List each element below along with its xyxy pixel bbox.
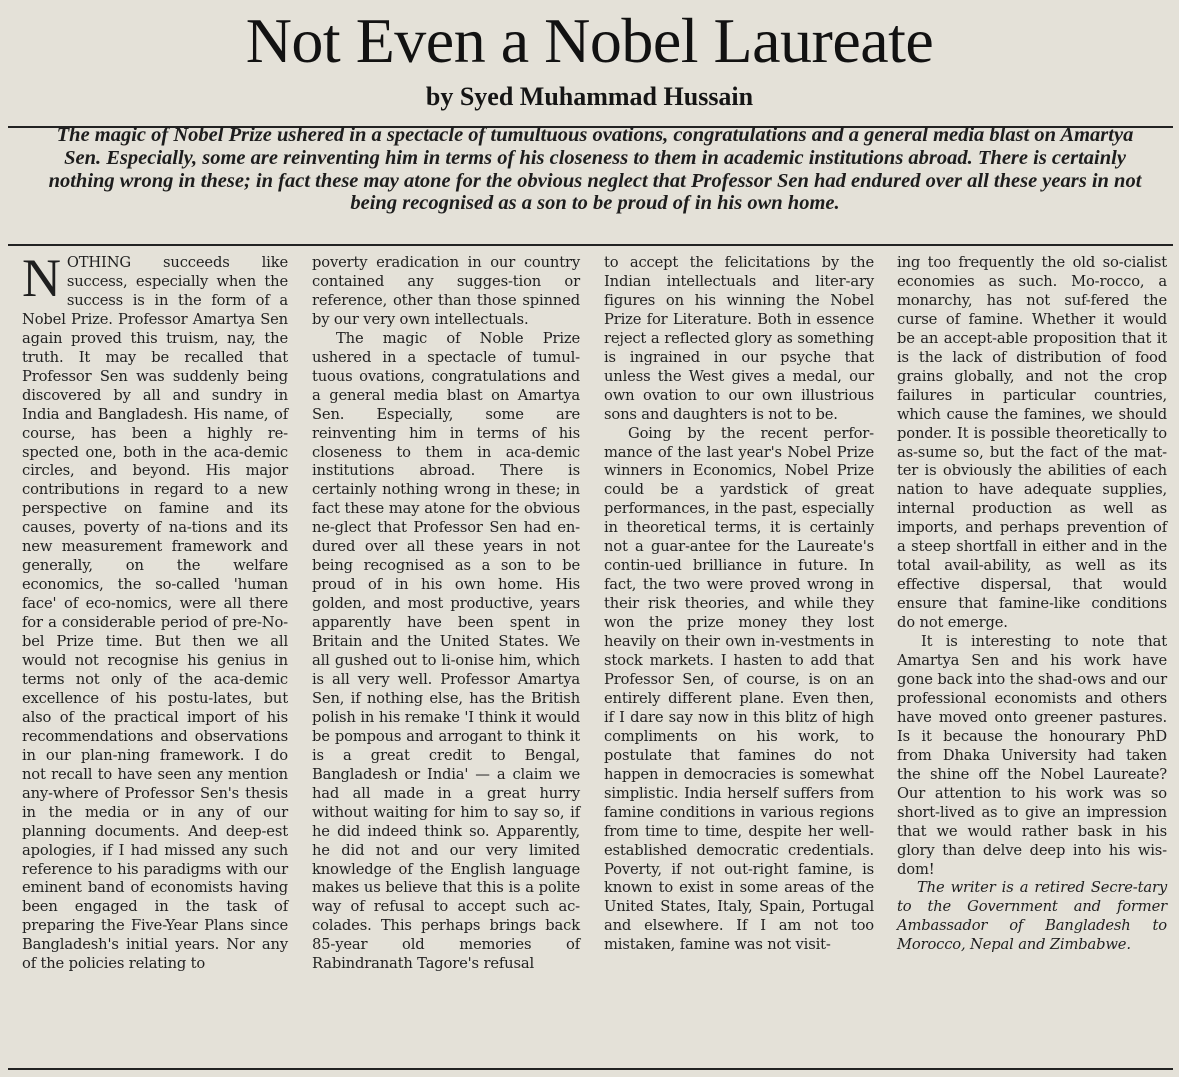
column-1 — [22, 248, 288, 974]
column-3-paragraph-2: Going by the recent perfor-mance of the last year's Nobel Prize winners in Economics, Nobel Prize could be a yardstick of great performances, in the past, especially in theoretical terms, it is certainly not a guar-antee for the Laureate's contin-ued brilliance in future. In fact, the two were proved wrong in their risk theories, and while they won the prize money they lost heavily on their own in-vestments in stock markets. I hasten to add that Professor Sen, of course, is on an entirely different plane. Even then, if I dare say now in this blitz of high compliments on his work, to postulate that famines do not happen in democracies is somewhat simplistic. India herself suffers from famine conditions in various regions from time to time, despite her well-established democratic credentials. Poverty, if not out-right famine, is known to exist in some areas of the United States, Italy, Spain, Portugal and elsewhere. If I am not too mistaken, famine was not visit- — [604, 424, 874, 954]
column-1-paragraph — [22, 248, 288, 974]
column-3-paragraph-1: to accept the felicitations by the Indian intellectuals and liter-ary figures on his winning the Nobel Prize for Literature. Both in essence reject a reflected glory as something is ingrained in our psyche that unless the West gives a medal, our own ovation to our own illustrious sons and daughters is not to be. — [604, 254, 874, 423]
column-3 — [604, 254, 874, 955]
article-deck: The magic of Nobel Prize ushered in a spectacle of tumultuous ovations, congratulations and a general media blast on Amartya Sen. Especially, some are reinventing him in terms of his closeness to them in academic institutions abroad. There is certainly nothing wrong in these; in fact these may atone for the obvious neglect that Professor Sen had endured over all these years in not being recognised as a son to be proud of in his own home. — [48, 124, 1142, 215]
column-2-paragraph-2: The magic of Noble Prize ushered in a spectacle of tumul-tuous ovations, congratulations and a general media blast on Amartya Sen. Especially, some are reinventing him in terms of his closeness to them in aca-demic institutions abroad. There is certainly nothing wrong in these; in fact these may atone for the obvious ne-glect that Professor Sen had en-dured over all these years in not being recognised as a son to be proud of in his own home. His golden, and most productive, years apparently have been spent in Britain and the United States. We all gushed out to li-onise him, which is all very well. Professor Amartya Sen, if nothing else, has the British polish in his remake 'I think it would be pompous and arrogant to think it is a great credit to Bengal, Bangladesh or India' — a claim we had all made in a great hurry without waiting for him to say so, if he did indeed think so. Apparently, he did not and our very limited knowledge of the English language makes us believe that this is a polite way of refusal to accept such ac-colades. This perhaps brings back 85-year old memories of Rabindranath Tagore's refusal — [312, 329, 580, 973]
drop-cap: N — [22, 248, 61, 308]
deck-bottom-rule — [8, 244, 1173, 246]
author-note: The writer is a retired Secre-tary to the Government and former Ambassador of Bangladesh to Morocco, Nepal and Zimbabwe. — [897, 879, 1167, 954]
article-byline: by Syed Muhammad Hussain — [425, 82, 754, 111]
column-2-paragraph-1: poverty eradication in our country contained any sugges-tion or reference, other than those spinned by our very own intellectuals. — [312, 254, 580, 328]
article-headline: Not Even a Nobel Laureate — [245, 5, 934, 76]
column-4 — [897, 254, 1167, 955]
column-4-paragraph-1: ing too frequently the old so-cialist economies as such. Mo-rocco, a monarchy, has not suf-fered the curse of famine. Whether it would be an accept-able proposition that it is the lack of distribution of food grains globally, and not the crop failures in particular countries, which cause the famines, we should ponder. It is possible theoretically to as-sume so, but the fact of the mat-ter is obviously the abilities of each nation to have adequate supplies, internal production as well as imports, and perhaps prevention of a steep shortfall in either and in the total avail-ability, as well as its effective dispersal, that would ensure that famine-like conditions do not emerge. — [897, 254, 1167, 632]
column-4-paragraph-2: It is interesting to note that Amartya Sen and his work have gone back into the shad-ows and our professional economists and others have moved onto greener pastures. Is it because the honourary PhD from Dhaka University had taken the shine off the Nobel Laureate? Our attention to his work was so short-lived as to give an impression that we would rather bask in his glory than delve deep into his wis-dom! — [897, 633, 1167, 878]
page-bottom-rule — [8, 1068, 1173, 1070]
column-2 — [312, 254, 580, 974]
column-1-text: OTHING succeeds like success, especially when the success is in the form of a Nobel Prize. Professor Amartya Sen again proved this truism, nay, the truth. It may be recalled that Professor Sen was suddenly being discovered by all and sundry in India and Bangladesh. His name, of course, has been a highly re-spected one, both in the aca-demic circles, and beyond. His major contributions in regard to a new perspective on famine and its causes, poverty of na-tions and its new measurement framework and generally, on the welfare economics, the so-called 'human face' of eco-nomics, were all there for a considerable period of pre-No-bel Prize time. But then we all would not recognise his genius in terms not only of the aca-demic excellence of his postu-lates, but also of the practical import of his recommendations and observations in our plan-ning framework. I do not recall to have seen any mention any-where of Professor Sen's thesis in the media or in any of our planning documents. And deep-est apologies, if I had missed any such reference to his paradigms with our eminent band of economists having been engaged in the task of preparing the Five-Year Plans since Bangladesh's initial years. Nor any of the policies relating to — [22, 254, 288, 973]
